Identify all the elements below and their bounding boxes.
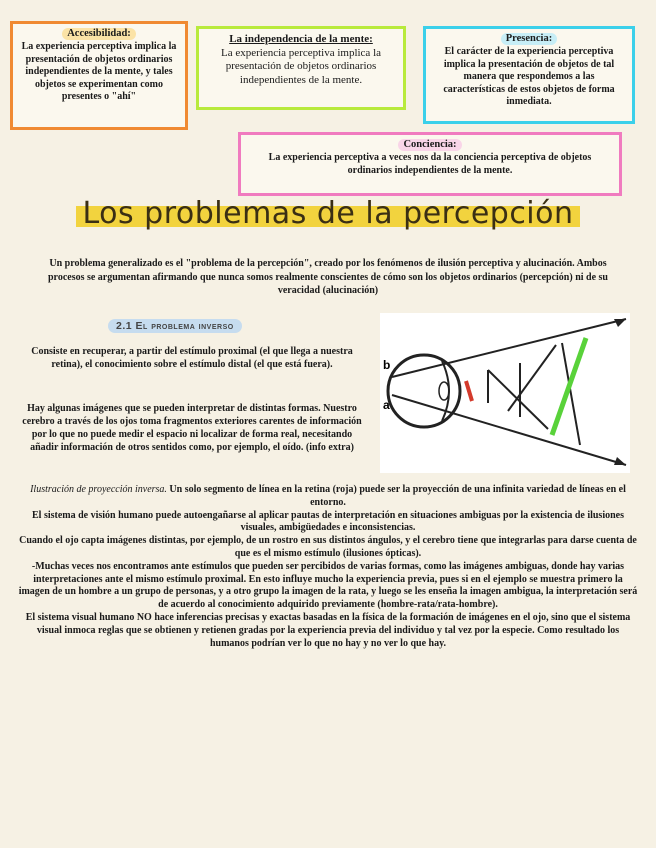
conciencia-title: Conciencia: [398, 139, 461, 151]
bottom-paragraph-3: Cuando el ojo capta imágenes distintas, por ejemplo, de un rostro en sus distintos ángulos, y el cerebro tiene que integrarlas para darse cuenta de que es el mismo estímulo (ilusiones ópticas). [19, 535, 637, 559]
independencia-card [196, 26, 406, 110]
presencia-body: El carácter de la experiencia perceptiva implica la presentación de objetos de tal manera que respondemos a las características de estos objetos de forma inmediata. [443, 46, 615, 107]
bottom-paragraph-4: -Muchas veces nos encontramos ante estímulos que pueden ser percibidos de varias formas, como las imágenes ambiguas, donde hay varias interpretaciones ante el mismo estímulo proximal. En esto influye mucho la experiencia previa, pues si en el ejemplo se muestra primero la imagen de un hombre a un grupo de personas, y a otro grupo la imagen de la rata, y luego se les enseña la imagen ambigua, la interpretación será de acuerdo al conocimiento adquirido previamente (hombre-rata/rata-hombre). [18, 560, 638, 611]
accesibilidad-body: La experiencia perceptiva implica la presentación de objetos ordinarios independientes de la mente, y tales objetos se experimentan como presentes o "ahí" [21, 41, 177, 102]
page-title-text: Los problemas de la percepción [76, 196, 579, 231]
caption-rest: Un solo segmento de línea en la retina (roja) puede ser la proyección de una infinita variedad de líneas en el entorno. [166, 484, 626, 508]
presencia-title: Presencia: [501, 33, 557, 45]
presencia-card [423, 26, 635, 124]
conciencia-body: La experiencia perceptiva a veces nos da la conciencia perceptiva de objetos ordinarios independientes de la mente. [268, 152, 592, 176]
label-a: a [383, 398, 390, 412]
bottom-paragraph-5: El sistema visual humano NO hace inferencias precisas y exactas basadas en la física de la formación de imágenes en el ojo, sino que el sistema visual inmoca reglas que se obtienen y retienen gradas por la experiencia previa del individuo y tal vez por la especie. Como resultado los humanos podrían ver lo que no hay y no ver lo que hay. [25, 611, 631, 649]
label-b: b [383, 358, 391, 372]
accesibilidad-card [10, 21, 188, 130]
conciencia-card [238, 132, 622, 196]
figure-caption [18, 484, 638, 510]
section-paragraph-1: Consiste en recuperar, a partir del estímulo proximal (el que llega a nuestra retina), el conocimiento sobre el estímulo distal (el que está fuera). [31, 346, 353, 370]
independencia-title: La independencia de la mente: [229, 33, 373, 45]
inverse-projection-figure [380, 313, 630, 473]
intro-paragraph: Un problema generalizado es el "problema de la percepción", creado por los fenómenos de ilusión perceptiva y alucinación. Ambos procesos se argumentan afirmando que nunca somos realmente conscientes de cómo son los objetos ordinarios (percepción) ni de su veracidad (alucinación) [48, 258, 608, 296]
caption-lead: Ilustración de proyección inversa. [30, 484, 167, 495]
page-title [0, 196, 656, 231]
accesibilidad-title: Accesibilidad: [62, 28, 136, 40]
section-heading: 2.1 El problema inverso [108, 319, 242, 333]
bottom-text [18, 484, 638, 650]
independencia-body: La experiencia perceptiva implica la presentación de objetos ordinarios independientes de la mente. [220, 46, 382, 86]
section-paragraph-2: Hay algunas imágenes que se pueden interpretar de distintas formas. Nuestro cerebro a través de los ojos toma fragmentos exteriores carentes de información por lo que no puede medir el espacio ni localizar de forma real, necesitando añadir información de otros sentidos como, por ejemplo, el oído. (info extra) [22, 403, 362, 453]
bottom-paragraph-2: El sistema de visión humano puede autoengañarse al aplicar pautas de interpretación en situaciones ambiguas por la existencia de ilusiones visuales, ambigüedades e inconsistencias. [32, 509, 624, 534]
